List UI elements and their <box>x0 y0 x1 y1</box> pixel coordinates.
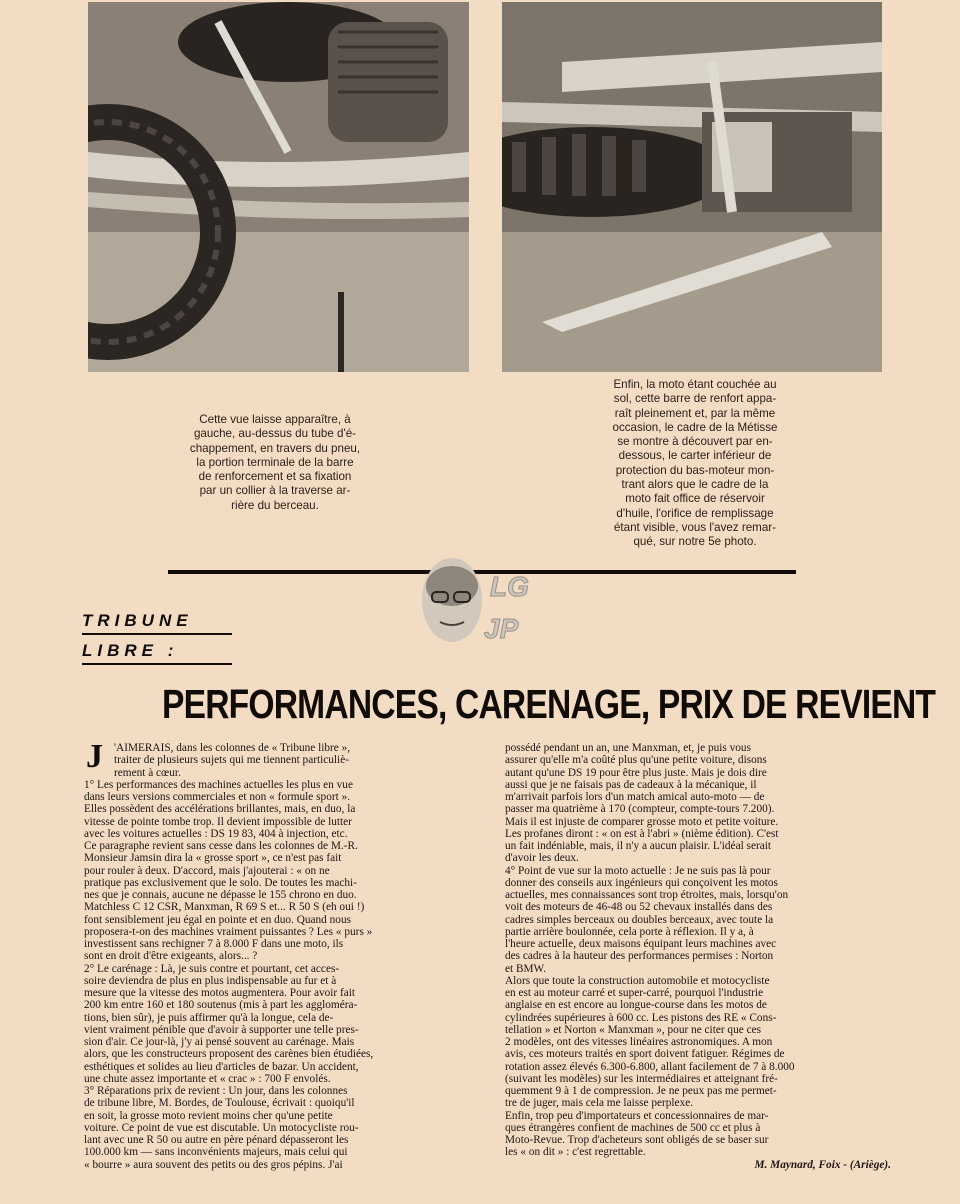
author-portrait-logo <box>418 556 544 648</box>
article-line: Les profanes diront : « on est à l'abri » (nième édition). C'est <box>505 827 779 840</box>
article-line: et BMW. <box>505 962 547 975</box>
article-line: 2° Le carénage : Là, je suis contre et pourtant, cet acces- <box>84 962 340 975</box>
article-line: assurer qu'elle m'a coûté plus qu'une petite voiture, disons <box>505 754 767 767</box>
article-line: Matchless C 12 CSR, Manxman, R 69 S et... R 50 S (eh oui !) <box>84 901 365 914</box>
article-line: pratique pas exclusivement que le solo. De toutes les machi- <box>84 876 357 889</box>
article-line: mesure que la vitesse des motos augmentera. Pour avoir fait <box>84 987 356 999</box>
article-line: « bourre » aura souvent des petits ou des gros pépins. J'ai <box>84 1158 343 1171</box>
logo-initials-bottom: JP <box>484 613 519 644</box>
article-line: ques étrangères confient de machines de 500 cc et plus à <box>505 1121 761 1134</box>
article-line: autant qu'une DS 19 pour être plus juste. Mais je dois dire <box>505 766 767 779</box>
article-line: dans leurs versions commerciales et non « formule sport ». <box>84 791 351 803</box>
section-label-libre: LIBRE : <box>82 641 179 660</box>
caption-line: Cette vue laisse apparaître, à <box>199 413 351 426</box>
article-line: 2 modèles, ont des vitesses linéaires astronomiques. A mon <box>505 1036 773 1048</box>
article-line: d'avoir les deux. <box>505 852 579 865</box>
article-line: font sensiblement jeu égal en pointe et en duo. Quand nous <box>84 913 351 926</box>
article-line: traiter de plusieurs sujets qui me tiennent particuliè- <box>114 754 349 767</box>
caption-line: se montre à découvert par en- <box>617 435 773 449</box>
article-line: cylindrées supérieures à 600 cc. Les pistons des RE « Cons- <box>505 1011 777 1024</box>
article-line: 3° Réparations prix de revient : Un jour, dans les colonnes <box>84 1085 348 1097</box>
article-column-left <box>84 738 470 1171</box>
article-line: alors, que les constructeurs proposent des carènes bien étudiées, <box>84 1048 374 1061</box>
article-line: cadres simples berceaux ou doubles berceaux, avec toute la <box>505 913 774 926</box>
article-line: de tribune libre, M. Bordes, de Toulouse, écrivait : quoiqu'il <box>84 1097 355 1110</box>
caption-line: par un collier à la traverse ar- <box>199 484 351 498</box>
article-line: 4° Point de vue sur la moto actuelle : Je ne suis pas là pour <box>505 864 771 877</box>
article-line: proposera-t-on des machines vraiment puissantes ? Les « purs » <box>84 925 373 938</box>
caption-line: de renforcement et sa fixation <box>198 470 352 484</box>
article-column-right <box>505 742 891 1171</box>
article-line: des cadres à la hauteur des performances permises : Norton <box>505 950 774 963</box>
article-line: Elles possèdent des accélérations brillantes, mais, en duo, la <box>84 803 356 816</box>
section-label-tribune: TRIBUNE <box>82 611 193 630</box>
article-line: investissent sans rechigner 7 à 8.000 F dans une moto, ils <box>84 938 344 950</box>
article-line: voiture. Ce point de vue est discutable. Un motocycliste rou- <box>84 1121 359 1134</box>
article-headline: PERFORMANCES, CARENAGE, PRIX DE REVIENT <box>162 681 936 727</box>
article-line: donner des conseils aux ingénieurs qui conçoivent les motos <box>505 876 778 889</box>
section-label-underline <box>82 633 232 635</box>
caption-line: raît pleinement et, par la même <box>614 406 776 420</box>
article-line: passer ma quatrième à 170 (compteur, compte-tours 7.200). <box>505 803 775 816</box>
caption-line: qué, sur notre 5e photo. <box>633 535 757 549</box>
article-line: l'heure actuelle, deux maisons équipant leurs machines avec <box>505 938 777 950</box>
article-line: en est au moteur carré et super-carré, pourquoi l'industrie <box>505 987 764 999</box>
caption-line: Enfin, la moto étant couchée au <box>613 378 777 391</box>
caption-line: rière du berceau. <box>231 498 319 512</box>
article-line: Monsieur Jamsin dira la « grosse sport », ce n'est pas fait <box>84 852 342 865</box>
article-line: aussi que je ne faisais pas de cadeaux à la mécanique, il <box>505 778 757 791</box>
article-line: (suivant les modèles) sur les intermédiaires et atteignant fré- <box>505 1072 778 1085</box>
section-label-underline <box>82 663 232 665</box>
article-line: nes que je connais, aucune ne dépasse le 155 chrono en duo. <box>84 889 357 901</box>
article-line: tions, bien sûr), je puis affirmer qu'à la longue, cela de- <box>84 1011 334 1024</box>
caption-line: protection du bas-moteur mon- <box>615 463 775 477</box>
caption-line: sol, cette barre de renfort appa- <box>613 392 777 406</box>
article-line: esthétiques et solides au lieu d'articles de bazar. Un accident, <box>84 1060 359 1073</box>
logo-initials-top: LG <box>490 571 529 602</box>
article-line: voit des moteurs de 46-48 ou 52 chevaux installés dans des <box>505 901 773 914</box>
article-dropcap: J <box>86 738 103 775</box>
caption-line: étant visible, vous l'avez remar- <box>613 520 776 534</box>
article-line: avec les voitures actuelles : DS 19 83, 404 à injection, etc. <box>84 827 348 840</box>
article-line: 100.000 km — sans inconvénients majeurs, mais celui qui <box>84 1146 348 1159</box>
article-line: tellation » et Norton « Manxman », pour ne citer que ces <box>505 1023 761 1036</box>
article-line: Enfin, trop peu d'importateurs et concessionnaires de mar- <box>505 1109 769 1122</box>
article-line: vient vraiment pénible que d'avoir à supporter une telle pres- <box>84 1023 359 1036</box>
article-line: une chute assez importante et « crac » : 700 F envolés. <box>84 1072 331 1085</box>
article-signature: M. Maynard, Foix - (Ariège). <box>754 1158 891 1171</box>
article-line: actuelles, mes connaissances sont trop étroites, mais, lorsqu'on <box>505 889 789 901</box>
article-line: Mais il est injuste de comparer grosse moto et petite voiture. <box>505 815 779 828</box>
article-line: sion d'air. Ce jour-là, j'y ai pensé souvent au carénage. Mais <box>84 1036 355 1048</box>
article-line: soire deviendra de plus en plus indispensable au fur et à <box>84 974 337 987</box>
article-line: 1° Les performances des machines actuelles les plus en vue <box>84 778 353 791</box>
article-line: pour rouler à deux. D'accord, mais j'ajouterai : « on ne <box>84 864 330 877</box>
article-line: 200 km entre 160 et 180 soutenus (mis à part les aggloméra- <box>84 999 358 1012</box>
article-line: un fait indéniable, mais, il n'y a aucun plaisir. L'idéal serait <box>505 840 772 852</box>
photo-caption-left <box>160 413 390 513</box>
article-line: rotation assez élevés 6.300-6.800, allant facilement de 7 à 8.000 <box>505 1060 795 1073</box>
article-line: les « on dit » : c'est regrettable. <box>505 1146 646 1159</box>
photo-motorcycle-lying <box>502 2 882 372</box>
article-line: Alors que toute la construction automobile et motocycliste <box>505 974 770 987</box>
caption-line: chappement, en travers du pneu, <box>189 441 361 455</box>
photo-engine-left <box>88 2 469 372</box>
caption-line: dessous, le carter inférieur de <box>618 449 772 463</box>
photo-caption-right <box>586 378 804 550</box>
caption-line: d'huile, l'orifice de remplissage <box>616 506 774 520</box>
article-line: partie arrière boulonnée, cela porte à réflexion. Il y a, à <box>505 925 754 938</box>
caption-line: occasion, le cadre de la Métisse <box>612 420 778 434</box>
article-line: 'AIMERAIS, dans les colonnes de « Tribune libre », <box>114 742 351 754</box>
caption-line: gauche, au-dessus du tube d'é- <box>193 427 357 441</box>
caption-line: la portion terminale de la barre <box>196 455 354 469</box>
article-line: possédé pendant un an, une Manxman, et, je puis vous <box>505 742 751 754</box>
article-line: quemment 9 à 1 de compression. Je ne peux pas me permet- <box>505 1085 777 1097</box>
article-line: tre de juger, mais cela me laisse perplexe. <box>505 1097 694 1110</box>
article-line: m'arrivait parfois lors d'un match amical auto-moto — de <box>505 791 765 803</box>
article-line: rement à cœur. <box>114 766 181 779</box>
article-line: avis, ces moteurs traités en sport doivent fatiguer. Régimes de <box>505 1048 785 1061</box>
caption-line: trant alors que le cadre de la <box>621 478 769 492</box>
article-line: vitesse de pointe tombe trop. Il devient impossible de lutter <box>84 815 352 828</box>
caption-line: moto fait office de réservoir <box>625 492 765 506</box>
article-line: Moto-Revue. Trop d'acheteurs sont obligés de se baser sur <box>505 1134 769 1146</box>
article-line: Ce paragraphe revient sans cesse dans les colonnes de M.-R. <box>84 840 358 852</box>
article-line: en soit, la grosse moto revient moins cher qu'une petite <box>84 1109 333 1122</box>
article-line: anglaise en est encore au longue-course dans les motos de <box>505 999 767 1012</box>
article-line: sont en droit d'être exigeants, alors... ? <box>84 950 258 963</box>
article-line: lant avec une R 50 ou autre en père pénard dépasseront les <box>84 1134 349 1146</box>
